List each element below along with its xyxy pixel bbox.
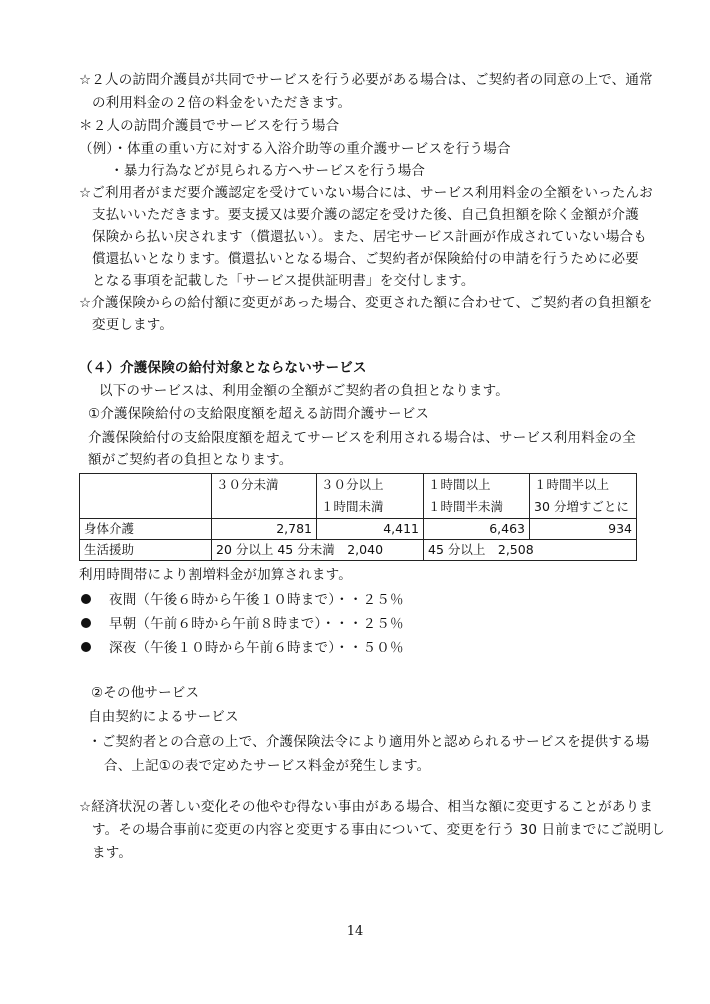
subsection-1-desc-2: 額がご契約者の負担となります。	[88, 452, 293, 468]
section-heading: （４）介護保険の給付対象とならないサービス	[79, 360, 367, 376]
note-line-9: 償還払いとなります。償還払いとなる場合、ご契約者が保険給付の申請を行うために必要	[92, 251, 639, 267]
table-cell: 4,411	[317, 519, 424, 540]
header-cell-4: １時間半以上 30 分増すごとに	[530, 474, 637, 519]
table-cell: 20 分以上 45 分未満 2,040	[212, 540, 424, 561]
bullet-icon	[81, 642, 91, 652]
note-line-8: 保険から払い戻されます（償還払い）。また、居宅サービス計画が作成されていない場合も	[92, 229, 647, 245]
page-number: 14	[346, 924, 364, 939]
note-line-6: ☆ご利用者がまだ要介護認定を受けていない場合には、サービス利用料金の全額をいったんお	[79, 185, 654, 201]
table-cell: 2,781	[212, 519, 317, 540]
note-line-10: となる事項を記載した「サービス提供証明書」を交付します。	[92, 273, 475, 289]
subsection-2-title: ②その他サービス	[91, 685, 200, 701]
subsection-1-desc-1: 介護保険給付の支給限度額を超えてサービスを利用される場合は、サービス利用料金の全	[88, 430, 636, 446]
note-line-4: （例）・体重の重い方に対する入浴介助等の重介護サービスを行う場合	[79, 141, 511, 157]
table-row	[80, 519, 637, 540]
note-line-2: の利用料金の２倍の料金をいただきます。	[92, 95, 352, 111]
header-cell-2: ３０分以上 １時間未満	[317, 474, 424, 519]
row-label-life-support: 生活援助	[80, 540, 212, 561]
bullet-icon	[81, 594, 91, 604]
bullet-icon	[81, 618, 91, 628]
table-cell: 934	[530, 519, 637, 540]
row-label-body-care: 身体介護	[80, 519, 212, 540]
note-line-7: 支払いいただきます。要支援又は要介護の認定を受けた後、自己負担額を除く金額が介護	[92, 207, 639, 223]
list-item: 夜間（午後６時から午後１０時まで）・・２５％	[81, 590, 404, 610]
note-line-12: 変更します。	[92, 317, 174, 333]
note-line-1: ☆２人の訪問介護員が共同でサービスを行う必要がある場合は、ご契約者の同意の上で、通常	[79, 72, 653, 88]
closing-line-3: ます。	[92, 845, 133, 861]
closing-line-1: ☆経済状況の著しい変化その他やむ得ない事由がある場合、相当な額に変更することがありま	[79, 799, 654, 815]
other-line-1: ・ご契約者との合意の上で、介護保険法令により適用外と認められるサービスを提供する場	[88, 734, 650, 750]
table-row	[80, 540, 637, 561]
table-cell: 45 分以上 2,508	[424, 540, 637, 561]
fee-table	[79, 473, 637, 561]
header-cell-3: １時間以上 １時間半未満	[424, 474, 530, 519]
surcharge-intro: 利用時間帯により割増料金が加算されます。	[79, 567, 352, 583]
list-item: 深夜（午後１０時から午前６時まで）・・５０％	[81, 638, 404, 658]
note-line-3: ＊２人の訪問介護員でサービスを行う場合	[79, 118, 340, 134]
other-line-2: 合、上記①の表で定めたサービス料金が発生します。	[104, 758, 431, 774]
section-intro: 以下のサービスは、利用金額の全額がご契約者の負担となります。	[99, 383, 509, 399]
note-line-5: ・暴力行為などが見られる方へサービスを行う場合	[110, 163, 426, 179]
header-cell-1: ３０分未満	[212, 474, 317, 519]
subsection-1-title: ①介護保険給付の支給限度額を超える訪問介護サービス	[88, 406, 430, 422]
closing-line-2: す。その場合事前に変更の内容と変更する事由について、変更を行う 30 日前までにご説明し	[92, 822, 665, 838]
table-cell: 6,463	[424, 519, 530, 540]
note-line-11: ☆介護保険からの給付額に変更があった場合、変更された額に合わせて、ご契約者の負担額を	[79, 295, 653, 311]
table-corner-cell	[80, 474, 212, 519]
list-item: 早朝（午前６時から午前８時まで）・・・２５％	[81, 614, 404, 634]
free-contract-label: 自由契約によるサービス	[88, 709, 239, 725]
